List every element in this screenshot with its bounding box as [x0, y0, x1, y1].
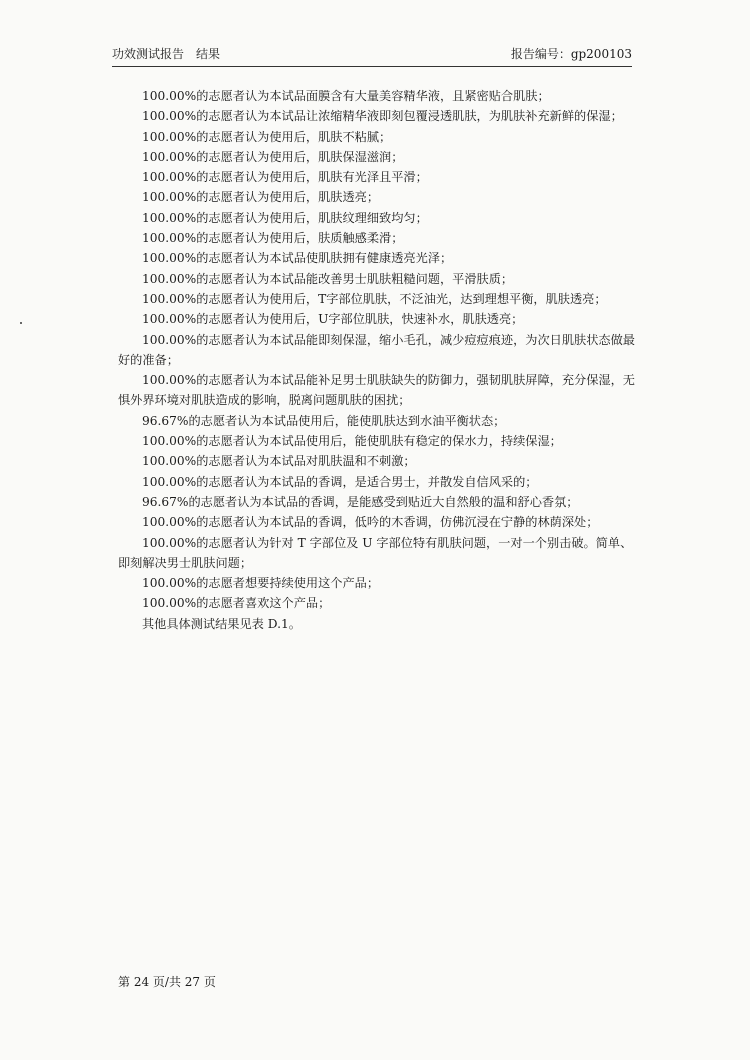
result-line: 100.00%的志愿者认为使用后，肌肤纹理细致均匀； — [142, 210, 428, 225]
result-line: 100.00%的志愿者认为本试品能改善男士肌肤粗糙问题，平滑肤质； — [142, 271, 514, 286]
result-line: 100.00%的志愿者喜欢这个产品； — [142, 596, 331, 611]
report-title: 功效测试报告 结果 — [112, 47, 221, 61]
result-line: 100.00%的志愿者想要持续使用这个产品； — [142, 576, 380, 591]
result-line: 100.00%的志愿者认为本试品使用后，能使肌肤有稳定的保水力，持续保湿； — [142, 434, 562, 449]
result-line: 96.67%的志愿者认为本试品使用后，能使肌肤达到水油平衡状态； — [142, 413, 506, 428]
result-line: 100.00%的志愿者认为本试品能补足男士肌肤缺失的防御力，强韧肌肤屏障，充分保湿，无惧外界环境对肌肤造成的影响，脱离问题肌肤的困扰； — [118, 373, 635, 408]
page-header — [112, 44, 632, 67]
result-line: 100.00%的志愿者认为使用后，T字部位肌肤，不泛油光，达到理想平衡，肌肤透亮； — [142, 291, 607, 306]
result-line: 100.00%的志愿者认为使用后，肌肤有光泽且平滑； — [142, 170, 428, 185]
result-line: 100.00%的志愿者认为使用后，U字部位肌肤，快速补水，肌肤透亮； — [142, 312, 524, 327]
result-line: 100.00%的志愿者认为本试品的香调，低吟的木香调，仿佛沉浸在宁静的林荫深处； — [142, 515, 599, 530]
page-number: 第 24 页/共 27 页 — [118, 975, 216, 989]
scan-speck — [20, 322, 22, 324]
closing-note: 其他具体测试结果见表 D.1。 — [142, 616, 301, 631]
result-line: 100.00%的志愿者认为本试品面膜含有大量美容精华液，且紧密贴合肌肤； — [142, 89, 550, 103]
result-line: 100.00%的志愿者认为使用后，肌肤不粘腻； — [142, 129, 392, 144]
result-line: 100.00%的志愿者认为本试品对肌肤温和不刺激； — [142, 454, 416, 469]
result-line: 100.00%的志愿者认为本试品的香调，是适合男士，并散发自信风采的； — [142, 474, 538, 489]
result-line: 100.00%的志愿者认为使用后，肌肤保湿滋润； — [142, 149, 404, 164]
result-line: 100.00%的志愿者认为本试品使肌肤拥有健康透亮光泽； — [142, 251, 453, 266]
report-number: 报告编号：gp200103 — [510, 47, 632, 61]
result-line: 100.00%的志愿者认为本试品让浓缩精华液即刻包覆浸透肌肤，为肌肤补充新鲜的保湿； — [142, 109, 623, 124]
result-line: 96.67%的志愿者认为本试品的香调，是能感受到贴近大自然般的温和舒心香氛； — [142, 494, 579, 509]
result-line: 100.00%的志愿者认为使用后，肤质触感柔滑； — [142, 231, 404, 246]
result-line: 100.00%的志愿者认为本试品能即刻保湿，缩小毛孔，减少痘痘痕迹，为次日肌肤状态做最好的准备； — [118, 332, 635, 367]
result-line: 100.00%的志愿者认为使用后，肌肤透亮； — [142, 190, 380, 205]
results-body — [118, 86, 638, 634]
result-line: 100.00%的志愿者认为针对 T 字部位及 U 字部位特有肌肤问题，一对一个别击破。简单、即刻解决男士肌肤问题； — [118, 535, 633, 570]
